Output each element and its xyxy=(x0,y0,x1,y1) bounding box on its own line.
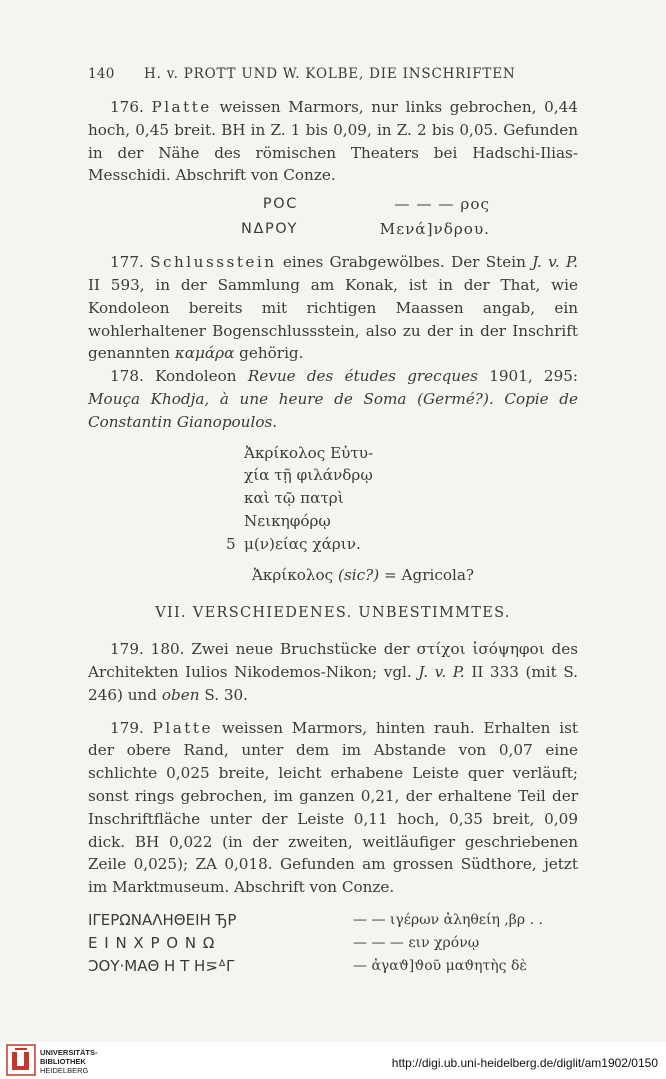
entry-178: 178. Kondoleon Revue des études grecques 1901, 295: Mouça Khodja, à une heure de Soma (Germé?). Copie de Constantin Gianopoulos. xyxy=(88,367,579,431)
entry-179-180: 179. 180. Zwei neue Bruchstücke der στίχοι ἰσόψηφοι des Architekten Iulios Nikodemos-Nikon; vgl. J. v. P. II 333 (mit S. 246) und oben S. 30. xyxy=(88,640,579,704)
inscription-line: POC — — — ρος xyxy=(262,195,490,214)
entry-179: 179. Platte weissen Marmors, hinten rauh. Erhalten ist der obere Rand, unter dem im Abstande von 0,07 eine schlichte 0,025 breite, leicht erhabene Leiste quer verläuft; sonst rings gebrochen, im ganzen 0,21, der erhaltene Teil der Inschriftfläche unter der Leiste 0,11 hoch, 0,35 breit, 0,09 dick. BH 0,022 (in der zweiten, weitläufiger geschriebenen Zeile 0,025); ZA 0,018. Gefunden am grossen Südthore, jetzt im Marktmuseum. Abschrift von Conze. xyxy=(88,718,578,897)
university-library-logo-icon xyxy=(6,1044,36,1076)
line-number: 5 xyxy=(226,534,236,553)
page-number: 140 xyxy=(88,66,115,82)
viewer-footer xyxy=(0,1042,666,1079)
entry-178-greek-text: Ἀκρίκολος Εὐτυ- χία τῇ φιλάνδρῳ καὶ τῷ πατρὶ Νεικηφόρῳ 5 μ(ν)είας χάριν. xyxy=(244,442,578,556)
running-title: H. v. PROTT UND W. KOLBE, DIE INSCHRIFTEN xyxy=(144,66,516,82)
inscription-line: ϽΟΥ·ΜΑΘ Η Τ Η⋝ᐞΓ — ἀγαϑ]ϑοῦ μαϑητὴς δὲ xyxy=(88,957,527,975)
source-url-link[interactable]: http://digi.ub.uni-heidelberg.de/diglit/am1902/0150 xyxy=(391,1056,658,1070)
entry-176-keyword: Platte xyxy=(151,98,212,116)
section-heading: VII. VERSCHIEDENES. UNBESTIMMTES. xyxy=(155,605,511,622)
inscription-line: NΔPOY Μενά]νδρου. xyxy=(241,220,490,239)
entry-178-note: Ἀκρίκολος (sic?) = Agricola? xyxy=(251,565,475,584)
entry-179-inscription xyxy=(88,909,578,978)
entry-177: 177. Schlussstein eines Grabgewölbes. Der Stein J. v. P. II 593, in der Sammlung am Konak, ist in der That, wie Kondoleon bereits mit richtigen Maassen angab, ein wohlerhaltener Bogenschlussstein, also zu der in der Inschrift genannten καμάρα gehörig. xyxy=(88,253,579,363)
inscription-line: ΙΓΕΡΩΝΑΛΗΘΕΙΗ ЂΡ — — ιγέρων ἀληθείη ,βρ . . xyxy=(88,911,543,929)
inscription-line: Ε Ι Ν Χ Ρ Ο Ν Ω — — — ειν χρόνῳ xyxy=(88,934,480,952)
library-name: UNIVERSITÄTS- BIBLIOTHEK HEIDELBERG xyxy=(40,1048,98,1075)
page-body xyxy=(88,96,578,978)
entry-176-inscription xyxy=(88,193,578,241)
entry-176: 176. Platte weissen Marmors, nur links gebrochen, 0,44 hoch, 0,45 breit. BH in Z. 1 bis 0,09, in Z. 2 bis 0,05. Gefunden in der Nähe des römischen Theaters bei Hadschi-Ilias-Messchidi. Abschrift von Conze. xyxy=(88,98,578,185)
